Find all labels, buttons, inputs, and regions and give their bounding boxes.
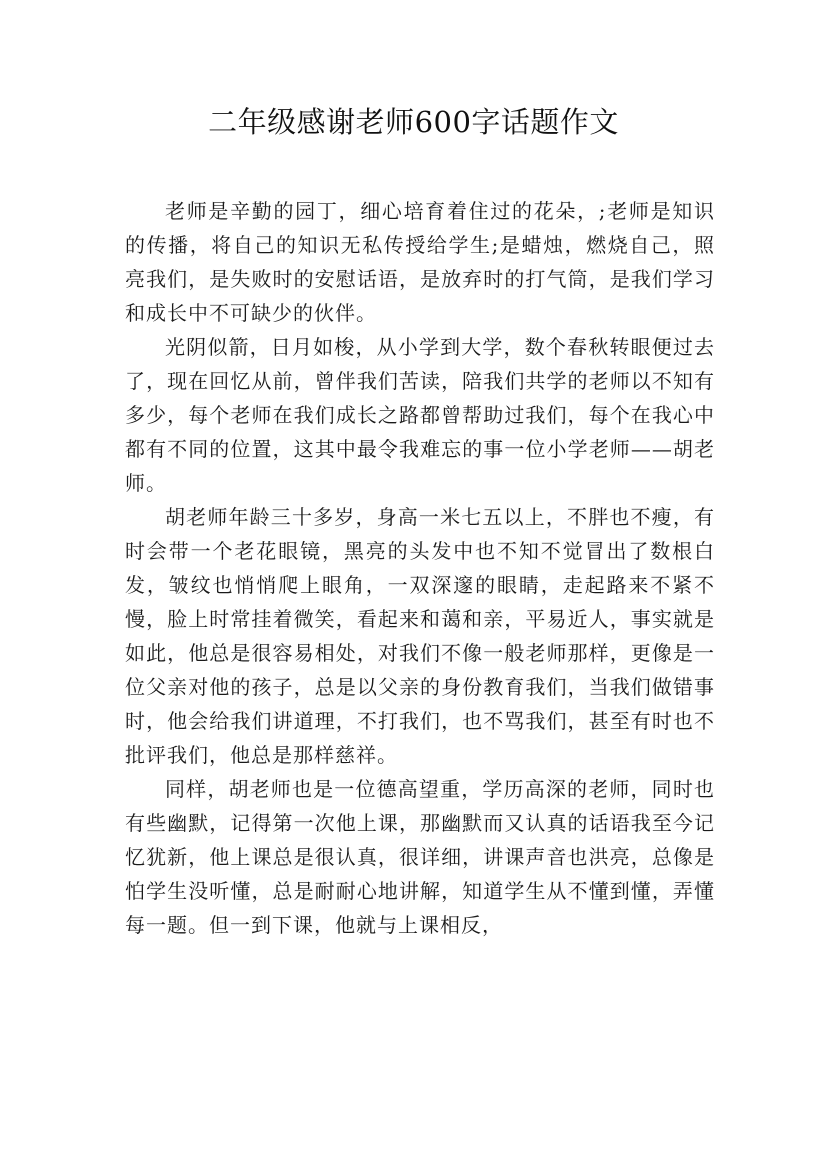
paragraph-2: 光阴似箭，日月如梭，从小学到大学，数个春秋转眼便过去了，现在回忆从前，曾伴我们苦读，陪我们共学的老师以不知有多少，每个老师在我们成长之路都曾帮助过我们，每个在我心中都有不同的位置，这其中最令我难忘的事一位小学老师——胡老师。 xyxy=(125,335,715,495)
paragraph-3: 胡老师年龄三十多岁，身高一米七五以上，不胖也不瘦，有时会带一个老花眼镜，黑亮的头发中也不知不觉冒出了数根白发，皱纹也悄悄爬上眼角，一双深邃的眼睛，走起路来不紧不慢，脸上时常挂着微笑，看起来和蔼和亲，平易近人，事实就是如此，他总是很容易相处，对我们不像一般老师那样，更像是一位父亲对他的孩子，总是以父亲的身份教育我们，当我们做错事时，他会给我们讲道理，不打我们，也不骂我们，甚至有时也不批评我们，他总是那样慈祥。 xyxy=(125,505,715,767)
document-body xyxy=(125,194,715,942)
document-title: 二年级感谢老师600字话题作文 xyxy=(208,105,619,139)
paragraph-4: 同样，胡老师也是一位德高望重，学历高深的老师，同时也有些幽默，记得第一次他上课，那幽默而又认真的话语我至今记忆犹新，他上课总是很认真，很详细，讲课声音也洪亮，总像是怕学生没听懂，总是耐耐心地讲解，知道学生从不懂到懂，弄懂每一题。但一到下课，他就与上课相反， xyxy=(125,777,715,937)
paragraph-1: 老师是辛勤的园丁，细心培育着住过的花朵，;老师是知识的传播，将自己的知识无私传授给学生;是蜡烛，燃烧自己，照亮我们，是失败时的安慰话语，是放弃时的打气筒，是我们学习和成长中不可缺少的伙伴。 xyxy=(125,199,715,325)
